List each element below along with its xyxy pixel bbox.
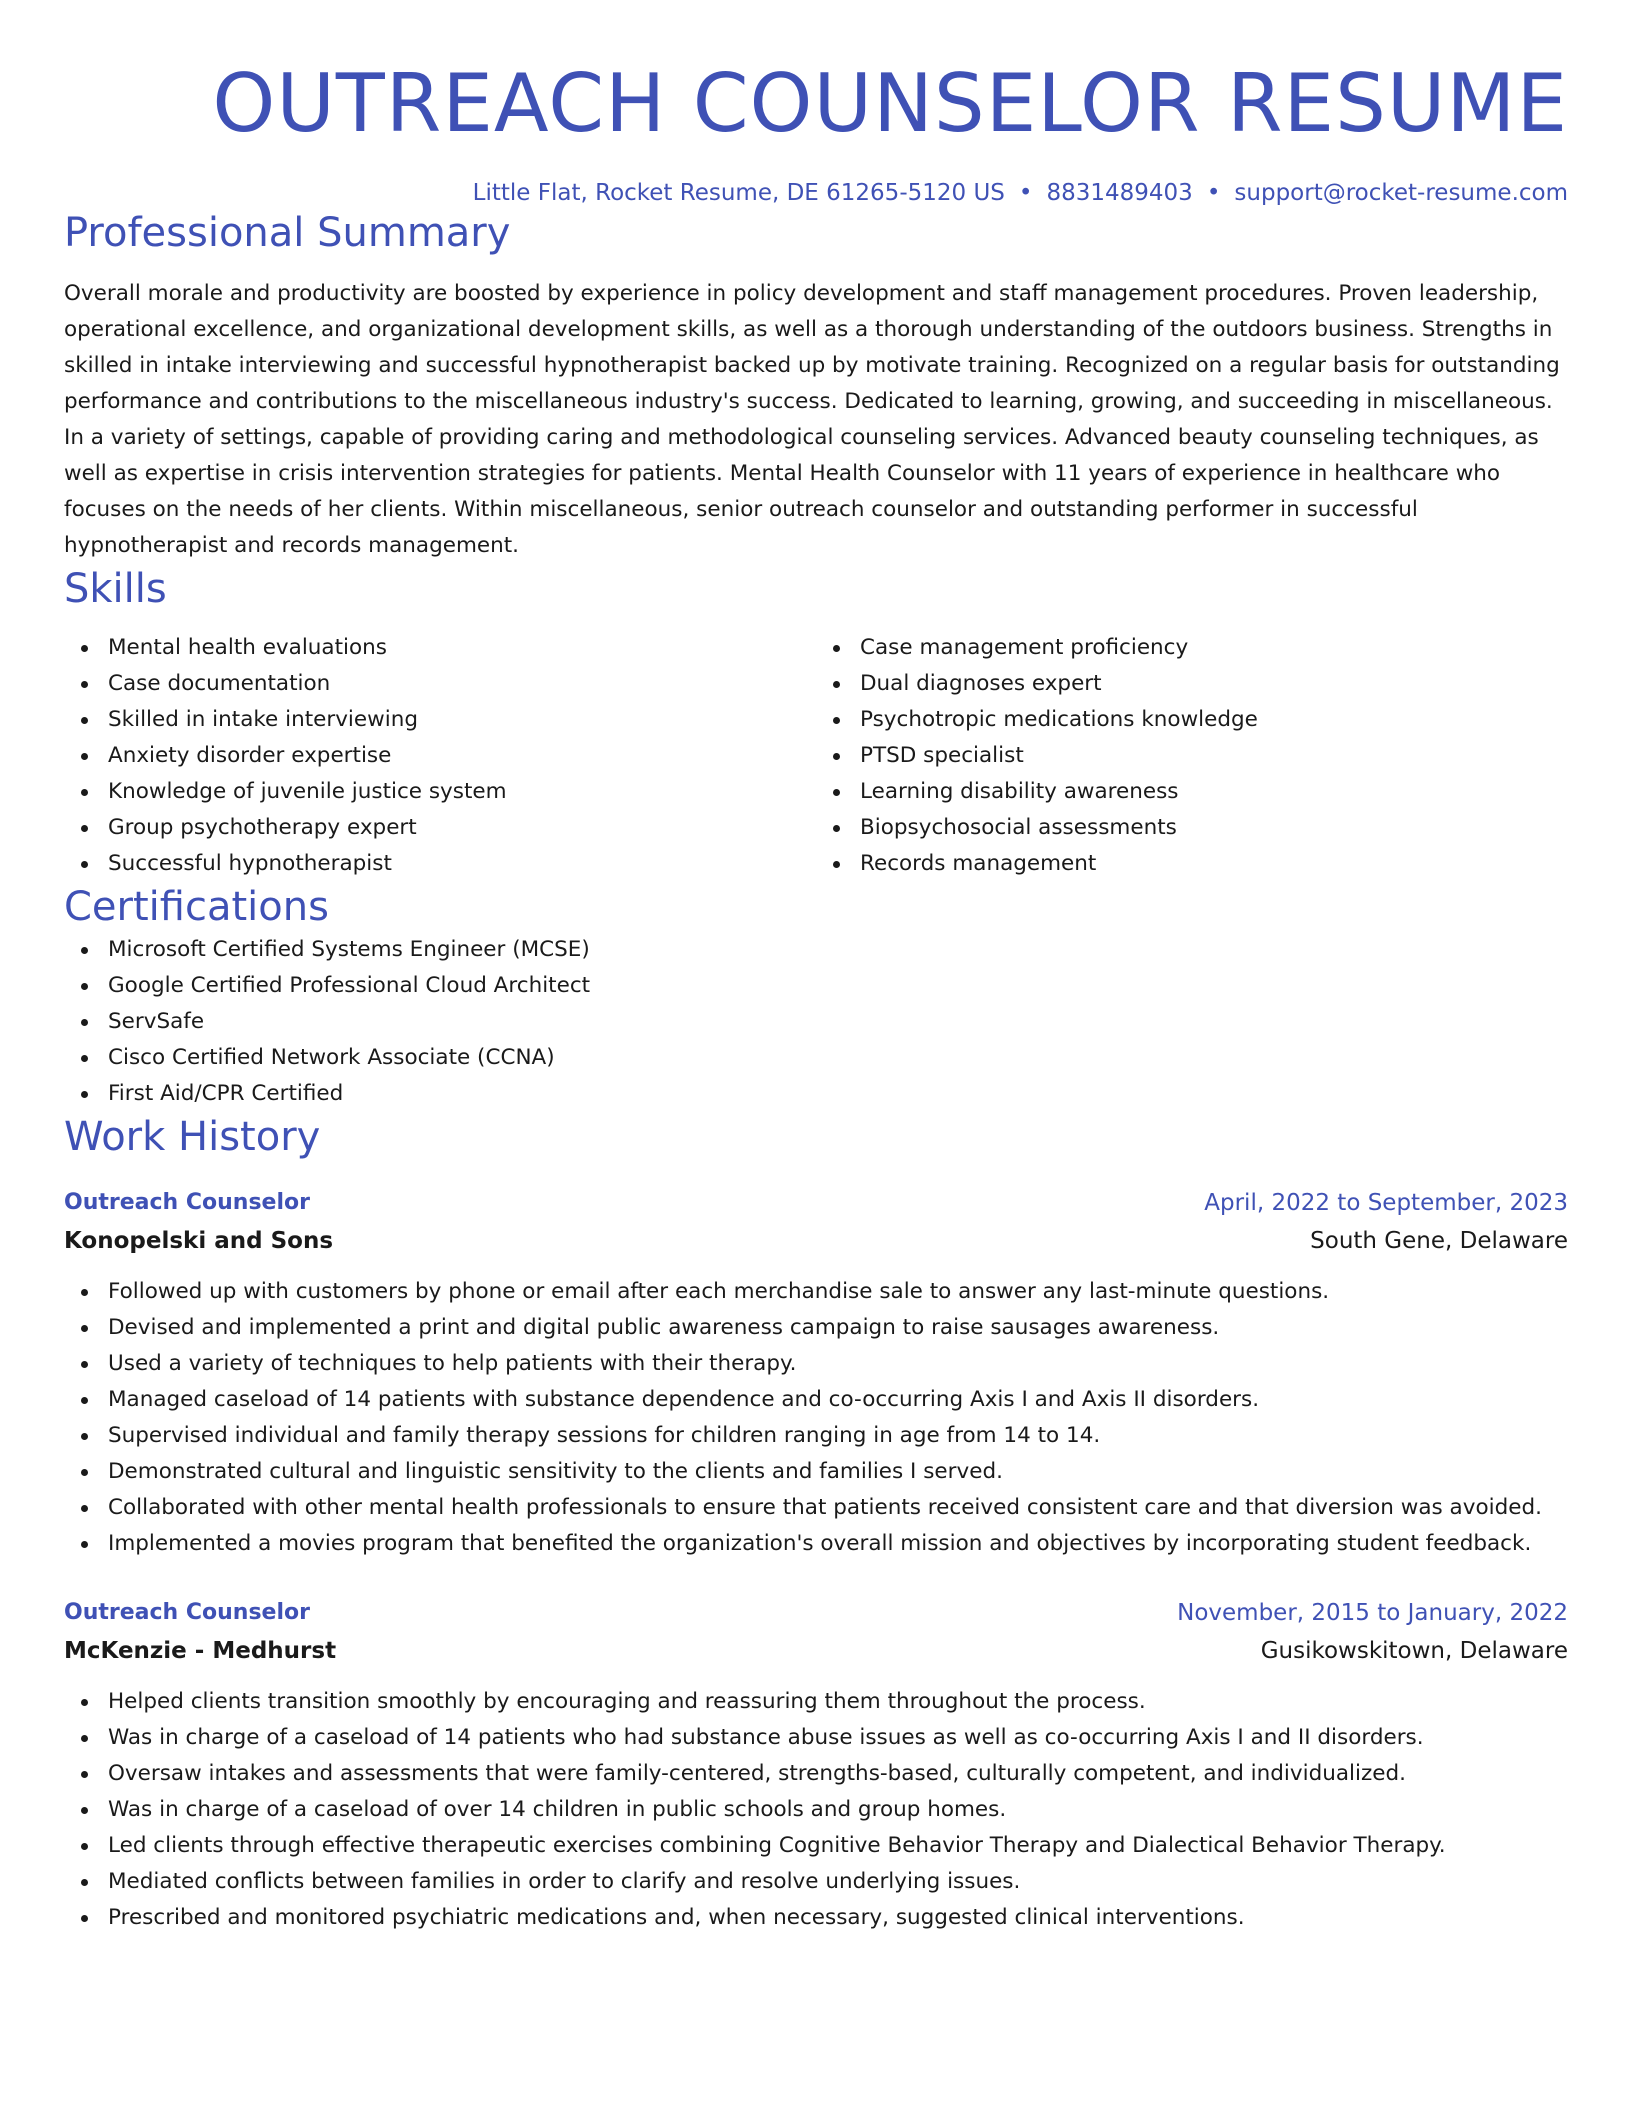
certification-item: Google Certified Professional Cloud Architect (108, 968, 1568, 1004)
certification-item: ServSafe (108, 1004, 1568, 1040)
skill-item: Records management (860, 846, 1568, 882)
job-title: Outreach Counselor (64, 1600, 310, 1625)
work-history-heading: Work History (64, 1114, 321, 1160)
job-bullets (64, 1274, 1568, 1562)
job-header-row (64, 1184, 1568, 1222)
contact-line (64, 178, 1568, 208)
job-bullet: Led clients through effective therapeutic exercises combining Cognitive Behavior Therapy and Dialectical Behavior Therapy. (108, 1828, 1568, 1864)
contact-phone: 8831489403 (1046, 180, 1193, 206)
certifications-list (64, 932, 1568, 1112)
skill-item: Dual diagnoses expert (860, 666, 1568, 702)
skill-item: Learning disability awareness (860, 774, 1568, 810)
job-company: Konopelski and Sons (64, 1228, 334, 1254)
skill-item: Knowledge of juvenile justice system (108, 774, 816, 810)
skill-item: Case management proficiency (860, 630, 1568, 666)
work-history-list (64, 1184, 1568, 1936)
summary-text: Overall morale and productivity are boosted by experience in policy development and staff management procedures. Proven leadership, operational excellence, and organizational development skills, as well as a thorough understanding of the outdoors business. Strengths in skilled in intake interviewing and successful hypnotherapist backed up by motivate training. Recognized on a regular basis for outstanding performance and contributions to the miscellaneous industry's success. Dedicated to learning, growing, and succeeding in miscellaneous. In a variety of settings, capable of providing caring and methodological counseling services. Advanced beauty counseling techniques, as well as expertise in crisis intervention strategies for patients. Mental Health Counselor with 11 years of experience in healthcare who focuses on the needs of her clients. Within miscellaneous, senior outreach counselor and outstanding performer in successful hypnotherapist and records management. (64, 281, 1560, 558)
job-bullets (64, 1684, 1568, 1936)
skill-item: Mental health evaluations (108, 630, 816, 666)
certification-item: Cisco Certified Network Associate (CCNA) (108, 1040, 1568, 1076)
skills-list-right (816, 630, 1568, 882)
skill-item: Biopsychosocial assessments (860, 810, 1568, 846)
job-location: South Gene, Delaware (1310, 1228, 1568, 1254)
certification-item: First Aid/CPR Certified (108, 1076, 1568, 1112)
contact-email: support@rocket-resume.com (1234, 180, 1568, 206)
contact-separator: • (1206, 180, 1221, 206)
job-bullet: Prescribed and monitored psychiatric medications and, when necessary, suggested clinical interventions. (108, 1900, 1568, 1936)
job-company-row (64, 1632, 1568, 1670)
job-bullet: Devised and implemented a print and digital public awareness campaign to raise sausages awareness. (108, 1310, 1568, 1346)
contact-separator: • (1018, 180, 1033, 206)
summary-heading: Professional Summary (64, 210, 511, 256)
job-bullet: Managed caseload of 14 patients with substance dependence and co-occurring Axis I and Axis II disorders. (108, 1382, 1568, 1418)
job-location: Gusikowskitown, Delaware (1260, 1638, 1568, 1664)
skill-item: Psychotropic medications knowledge (860, 702, 1568, 738)
job-bullet: Followed up with customers by phone or email after each merchandise sale to answer any last-minute questions. (108, 1274, 1568, 1310)
skill-item: Skilled in intake interviewing (108, 702, 816, 738)
job-bullet: Implemented a movies program that benefited the organization's overall mission and objectives by incorporating student feedback. (108, 1526, 1568, 1562)
skill-item: Anxiety disorder expertise (108, 738, 816, 774)
skills-columns (64, 630, 1568, 882)
job-company-row (64, 1222, 1568, 1260)
job-bullet: Collaborated with other mental health professionals to ensure that patients received consistent care and that diversion was avoided. (108, 1490, 1568, 1526)
contact-address: Little Flat, Rocket Resume, DE 61265-5120 US (472, 180, 1005, 206)
job-company: McKenzie - Medhurst (64, 1638, 337, 1664)
job-dates: April, 2022 to September, 2023 (1204, 1190, 1568, 1216)
skills-list-left (64, 630, 816, 882)
certifications-heading: Certifications (64, 884, 329, 930)
skill-item: Case documentation (108, 666, 816, 702)
job-bullet: Mediated conflicts between families in order to clarify and resolve underlying issues. (108, 1864, 1568, 1900)
certification-item: Microsoft Certified Systems Engineer (MCSE) (108, 932, 1568, 968)
job-bullet: Helped clients transition smoothly by encouraging and reassuring them throughout the process. (108, 1684, 1568, 1720)
job-bullet: Demonstrated cultural and linguistic sensitivity to the clients and families I served. (108, 1454, 1568, 1490)
job-bullet: Was in charge of a caseload of over 14 children in public schools and group homes. (108, 1792, 1568, 1828)
job-bullet: Oversaw intakes and assessments that were family-centered, strengths-based, culturally competent, and individualized. (108, 1756, 1568, 1792)
skill-item: Successful hypnotherapist (108, 846, 816, 882)
job-header-row (64, 1594, 1568, 1632)
job-dates: November, 2015 to January, 2022 (1177, 1600, 1568, 1626)
job-entry (64, 1184, 1568, 1562)
skills-heading: Skills (64, 566, 167, 612)
skill-item: Group psychotherapy expert (108, 810, 816, 846)
job-bullet: Was in charge of a caseload of 14 patients who had substance abuse issues as well as co-occurring Axis I and II disorders. (108, 1720, 1568, 1756)
job-bullet: Used a variety of techniques to help patients with their therapy. (108, 1346, 1568, 1382)
job-title: Outreach Counselor (64, 1190, 310, 1215)
skill-item: PTSD specialist (860, 738, 1568, 774)
job-entry (64, 1594, 1568, 1936)
resume-title: OUTREACH COUNSELOR RESUME (212, 57, 1568, 150)
job-bullet: Supervised individual and family therapy sessions for children ranging in age from 14 to 14. (108, 1418, 1568, 1454)
